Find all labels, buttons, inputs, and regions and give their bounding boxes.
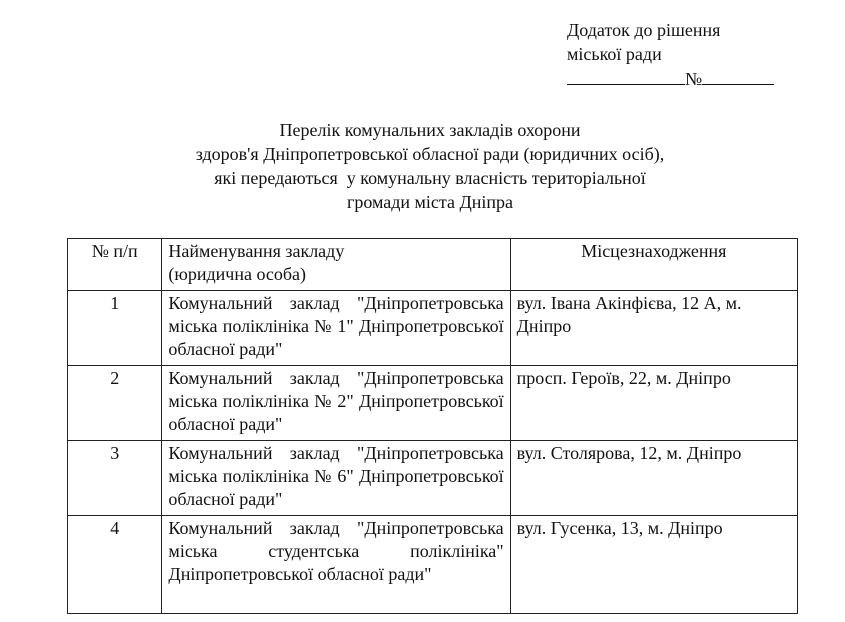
table-row xyxy=(68,516,798,614)
row-name: Комунальний заклад "Дніпропетровська міська поліклініка № 2" Дніпропетровської обласної ради" xyxy=(162,366,510,441)
number-blank xyxy=(702,66,774,85)
row-location: вул. Івана Акінфієва, 12 А, м. Дніпро xyxy=(510,291,797,366)
annex-line-2: міської ради xyxy=(567,44,662,64)
row-name: Комунальний заклад "Дніпропетровська міська поліклініка № 6" Дніпропетровської обласної ради" xyxy=(162,441,510,516)
title-line-2: здоров'я Дніпропетровської обласної ради (юридичних осіб), xyxy=(195,144,665,164)
row-location: просп. Героїв, 22, м. Дніпро xyxy=(510,366,797,441)
header-name-line-2: (юридична особа) xyxy=(168,264,307,284)
header-name-line-1: Найменування закладу xyxy=(168,241,345,261)
table-header-row xyxy=(68,239,798,291)
row-location: вул. Гусенка, 13, м. Дніпро xyxy=(510,516,797,614)
title-line-4: громади міста Дніпра xyxy=(346,192,514,212)
row-num: 3 xyxy=(68,441,162,516)
row-name: Комунальний заклад "Дніпропетровська міська поліклініка № 1" Дніпропетровської обласної ради" xyxy=(162,291,510,366)
number-sign: № xyxy=(685,69,703,89)
header-name xyxy=(162,239,510,291)
row-num: 2 xyxy=(68,366,162,441)
institutions-table xyxy=(67,238,798,614)
table-row xyxy=(68,441,798,516)
annex-line-1: Додаток до рішення xyxy=(567,20,721,40)
row-num: 1 xyxy=(68,291,162,366)
row-location: вул. Столярова, 12, м. Дніпро xyxy=(510,441,797,516)
title-line-3: які передаються у комунальну власність територіальної xyxy=(214,168,646,188)
document-title xyxy=(100,118,760,214)
table-row xyxy=(68,366,798,441)
decision-number-line xyxy=(567,66,774,91)
header-location: Місцезнаходження xyxy=(510,239,797,291)
annex-header xyxy=(567,18,774,91)
date-blank xyxy=(567,66,685,85)
row-name: Комунальний заклад "Дніпропетровська міська студентська поліклініка" Дніпропетровської обласної ради" xyxy=(162,516,510,614)
header-num: № п/п xyxy=(68,239,162,291)
row-num: 4 xyxy=(68,516,162,614)
table-row xyxy=(68,291,798,366)
title-line-1: Перелік комунальних закладів охорони xyxy=(279,120,581,140)
